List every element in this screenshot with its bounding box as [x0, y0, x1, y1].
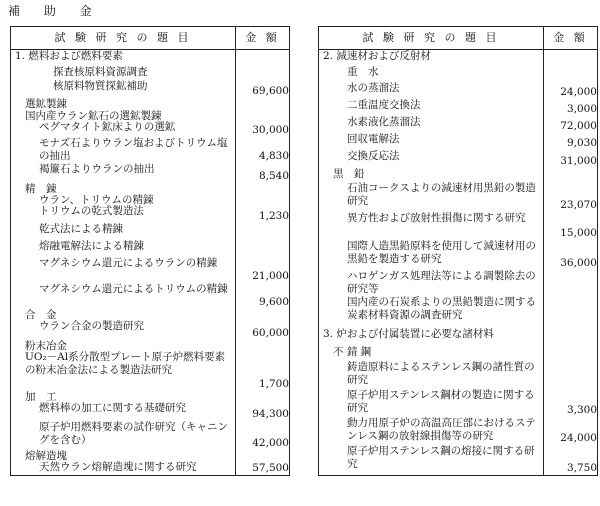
amount-value: 9,600: [258, 296, 289, 309]
research-item: 合 金: [25, 309, 57, 321]
amount-value: [236, 110, 289, 121]
research-item: 重 水: [347, 66, 379, 78]
research-item: UO₂－Al系分散型プレート原子炉燃料要素の粉末冶金法による製造法研究: [25, 351, 226, 376]
research-item: 原子炉用ステンレス鋼の熔接に関する研究: [347, 445, 535, 470]
amount-value: [236, 194, 289, 205]
amount-value: 57,500: [252, 462, 289, 475]
amount-value: 3,300: [566, 404, 597, 417]
research-item: 原子炉用燃料要素の試作研究（キャニングを含む）: [39, 421, 228, 446]
amount-value: [544, 361, 597, 389]
research-item: 回収電解法: [347, 133, 400, 145]
grant-table-left: [10, 26, 290, 476]
amount-value: 36,000: [560, 257, 597, 270]
amount-value: [236, 183, 289, 194]
amount-value: [236, 391, 289, 402]
research-item: 熔解造塊: [25, 450, 67, 462]
amount-column-header: 金 額: [236, 27, 290, 50]
amount-value: 1,230: [258, 210, 289, 223]
amount-value: 15,000: [560, 227, 597, 240]
amount-value: [236, 98, 289, 110]
research-item: 燃料棒の加工に関する基礎研究: [39, 402, 186, 414]
research-item: トリウムの乾式製造法: [39, 205, 144, 217]
amount-value: 4,830: [258, 150, 289, 163]
research-item: ウラン合金の製造研究: [39, 320, 144, 332]
amount-value: 1,700: [258, 378, 289, 391]
research-item: 加 工: [25, 391, 57, 403]
research-item: マグネシウム還元によるトリウムの精錬: [39, 283, 228, 295]
title-column-header: 試 験 研 究 の 題 目: [319, 27, 544, 50]
research-item: 鋳造原料によるステンレス鋼の諸性質の研究: [347, 361, 535, 386]
research-item: 交換反応法: [347, 150, 400, 162]
amount-value: [236, 223, 289, 240]
amount-value: 21,000: [252, 270, 289, 283]
research-item: 不 錆 鋼: [333, 346, 372, 358]
research-item: 天然ウラン熔解造塊に関する研究: [39, 461, 197, 473]
amount-value: 94,300: [252, 408, 289, 421]
amount-column: [236, 50, 290, 476]
amount-value: 9,030: [566, 137, 597, 150]
research-item: 熔融電解法による精錬: [39, 240, 144, 252]
research-item: 水素液化蒸溜法: [347, 116, 421, 128]
amount-value: 31,000: [560, 155, 597, 168]
amount-value: [544, 346, 597, 361]
amount-value: 23,070: [560, 199, 597, 212]
amount-value: [236, 66, 289, 80]
research-item: 水の蒸溜法: [347, 82, 400, 94]
amount-value: 69,600: [252, 85, 289, 98]
research-item: 褐簾石よりウランの抽出: [39, 163, 155, 175]
amount-value: 24,000: [560, 86, 597, 99]
research-item: 石油コークスよりの減速材用黒鉛の製造研究: [347, 182, 536, 207]
amount-value: [236, 450, 289, 461]
amount-value: 72,000: [560, 120, 597, 133]
research-item: 精 錬: [25, 183, 57, 195]
table-header-row: [11, 27, 290, 50]
research-item: 粉末冶金: [25, 340, 67, 352]
amount-value: 3,750: [566, 462, 597, 475]
research-item: 異方性および放射性損傷に関する研究: [347, 212, 526, 224]
amount-value: [236, 340, 289, 351]
section-heading: 1. 燃料および燃料要素: [15, 50, 123, 62]
research-item: 国内産の石炭系よりの黒鉛製造に関する炭素材料資源の調査研究: [347, 296, 536, 321]
research-item: 原子炉用ステンレス鋼材の製造に関する研究: [347, 389, 535, 414]
page-title: 補 助 金: [8, 4, 102, 18]
amount-column-header: 金 額: [544, 27, 598, 50]
amount-value: [236, 240, 289, 257]
amount-value: 60,000: [252, 327, 289, 340]
amount-column: [544, 50, 598, 476]
research-item: 乾式法による精錬: [39, 223, 123, 235]
amount-value: 8,540: [258, 170, 289, 183]
research-item: 国際人造黒鉛原料を使用して減速材用の黒鉛を製造する研究: [347, 240, 536, 265]
title-column-header: 試 験 研 究 の 題 目: [11, 27, 236, 50]
amount-value: 42,000: [252, 437, 289, 450]
research-item: 核原料物質探鉱補助: [53, 80, 148, 92]
research-item: モナズ石よりウラン塩およびトリウム塩の抽出: [39, 137, 228, 162]
research-item: 動力用原子炉の高温高圧部におけるステンレス鋼の放射線損傷等の研究: [347, 417, 536, 442]
title-column: [319, 50, 544, 476]
section-heading: 2. 減速材および反射材: [323, 50, 431, 62]
research-item: 国内産ウラン鉱石の選鉱製錬: [25, 110, 162, 122]
research-item: 二重温度交換法: [347, 99, 421, 111]
amount-value: 3,000: [566, 103, 597, 116]
table-header-row: [319, 27, 598, 50]
amount-value: 30,000: [252, 124, 289, 137]
amount-value: [544, 328, 597, 346]
research-item: 探査核原料資源調査: [53, 66, 148, 78]
section-heading: 3. 炉および付属装置に必要な諸材料: [323, 328, 494, 340]
research-item: マグネシウム還元によるウランの精錬: [39, 257, 218, 269]
research-item: 選鉱製錬: [25, 98, 67, 110]
research-item: 黒 鉛: [333, 168, 365, 180]
research-item: ウラン、トリウムの精錬: [39, 194, 154, 206]
amount-value: [544, 66, 597, 82]
amount-value: [544, 296, 597, 328]
grant-table-right: [318, 26, 598, 476]
amount-value: 24,000: [560, 432, 597, 445]
research-item: ペグマタイト鉱床よりの選鉱: [39, 121, 176, 133]
amount-value: [236, 309, 289, 320]
amount-value: [544, 270, 597, 296]
title-column: [11, 50, 236, 476]
amount-value: [544, 50, 597, 66]
amount-value: [544, 168, 597, 182]
research-item: ハロゲンガス処理法等による調製除去の研究等: [347, 270, 536, 295]
amount-value: [236, 50, 289, 66]
